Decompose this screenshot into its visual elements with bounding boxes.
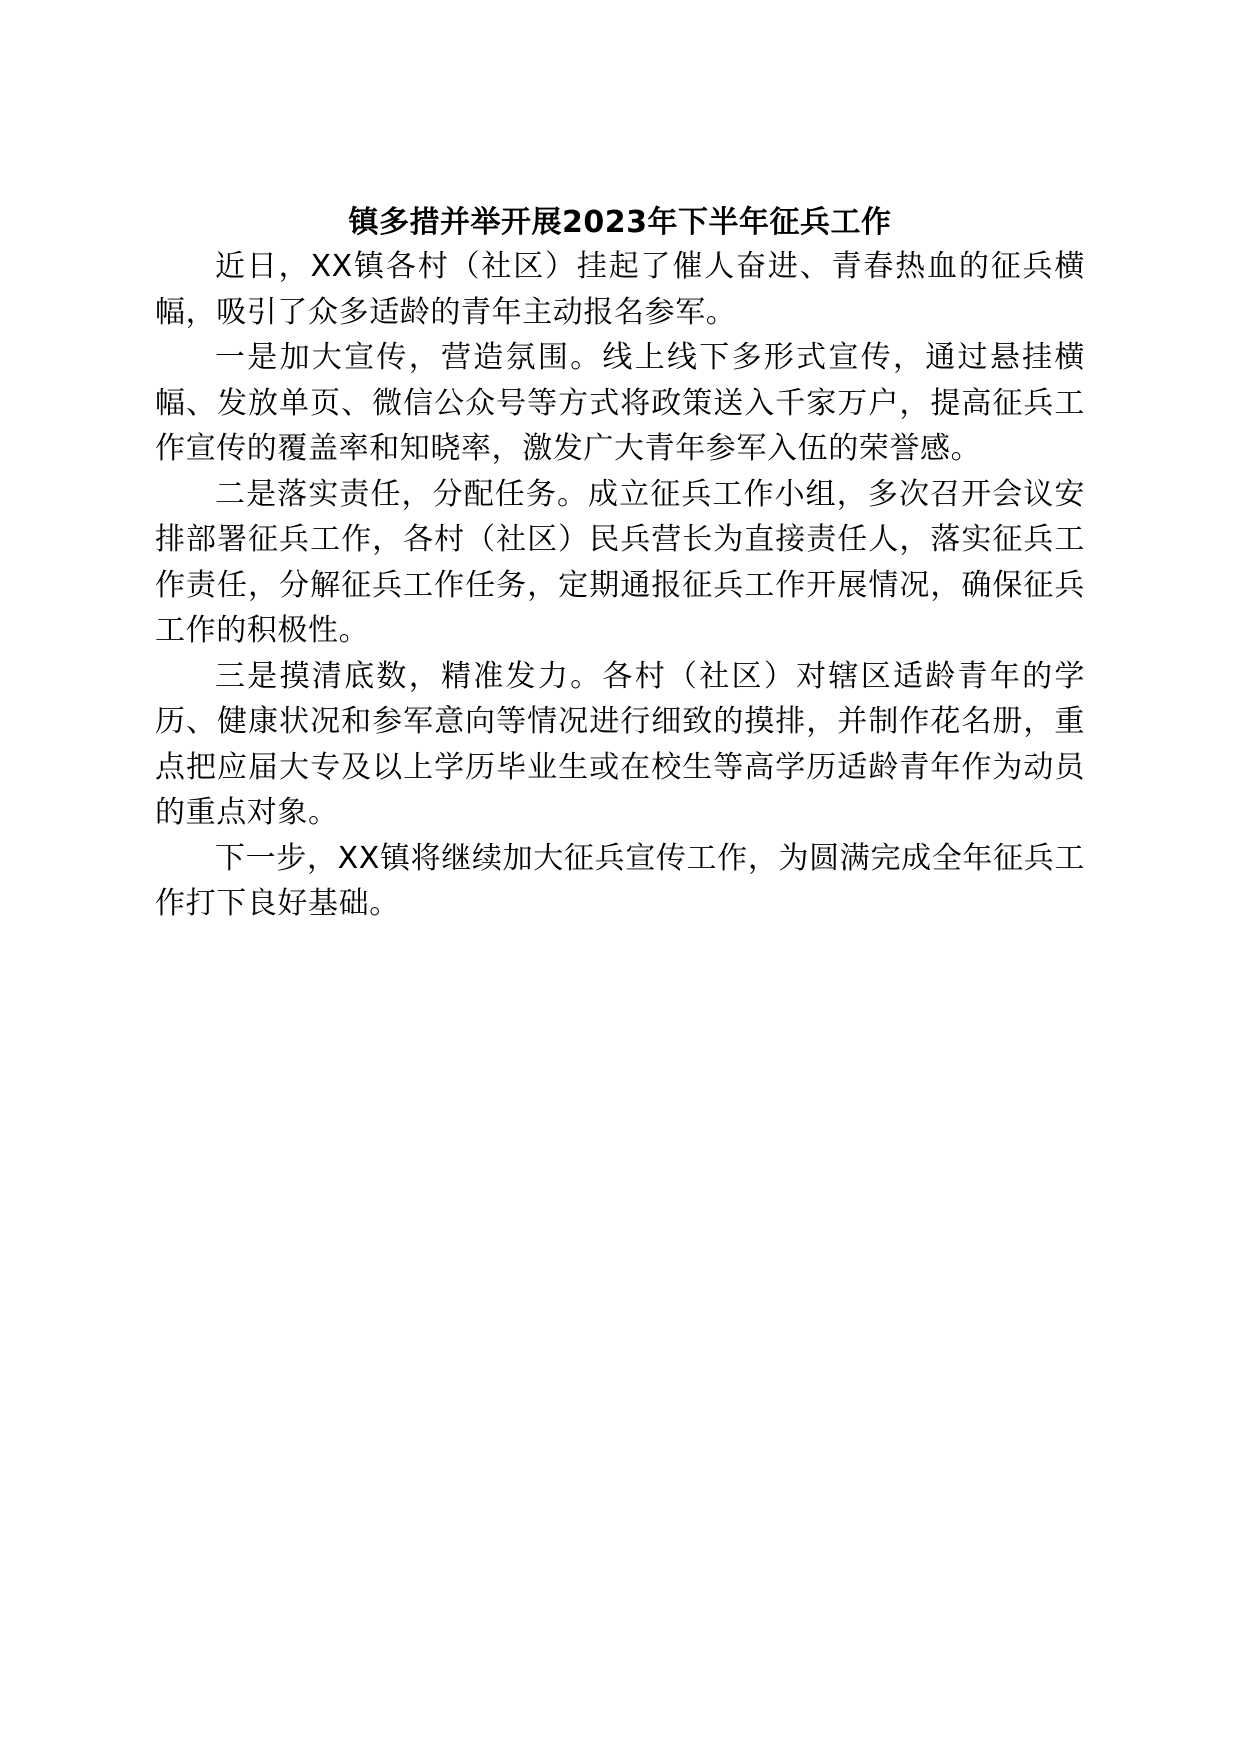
paragraph-publicity: 一是加大宣传，营造氛围。线上线下多形式宣传，通过悬挂横幅、发放单页、微信公众号等方式将政策送入千家万户，提高征兵工作宣传的覆盖率和知晓率，激发广大青年参军入伍的荣誉感。: [155, 340, 1085, 466]
paragraph-responsibility: 二是落实责任，分配任务。成立征兵工作小组，多次召开会议安排部署征兵工作，各村（社区）民兵营长为直接责任人，落实征兵工作责任，分解征兵工作任务，定期通报征兵工作开展情况，确保征兵工作的积极性。: [155, 476, 1085, 648]
paragraph-next-step: 下一步，XX镇将继续加大征兵宣传工作，为圆满完成全年征兵工作打下良好基础。: [155, 840, 1085, 921]
paragraph-intro: 近日，XX镇各村（社区）挂起了催人奋进、青春热血的征兵横幅，吸引了众多适龄的青年主动报名参军。: [155, 249, 1085, 330]
document-title: 镇多措并举开展2023年下半年征兵工作: [348, 205, 892, 240]
document-body: [155, 202, 1085, 927]
paragraph-survey: 三是摸清底数，精准发力。各村（社区）对辖区适龄青年的学历、健康状况和参军意向等情况进行细致的摸排，并制作花名册，重点把应届大专及以上学历毕业生或在校生等高学历适龄青年作为动员的重点对象。: [155, 658, 1085, 830]
